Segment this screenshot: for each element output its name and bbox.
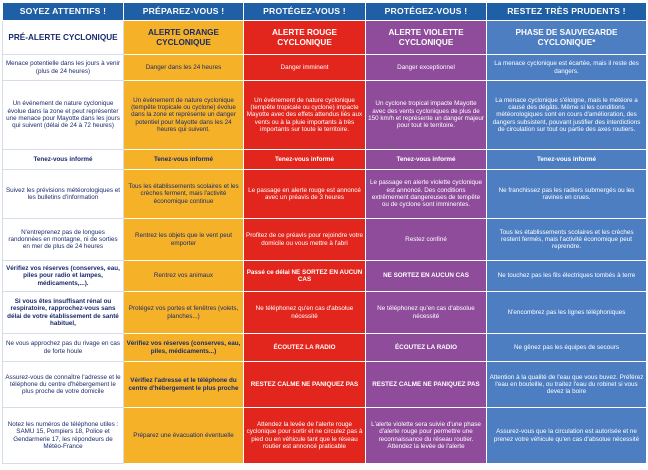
table-cell: Tenez-vous informé — [3, 150, 124, 170]
table-cell: Si vous êtes insuffisant rénal ou respiratoire, rapprochez-vous sans délai de votre établissement de santé habituel, — [3, 292, 124, 334]
header-soyez-attentifs: SOYEZ ATTENTIFS ! — [3, 3, 124, 21]
table-cell: Ne vous approchez pas du rivage en cas de forte houle — [3, 334, 124, 362]
table-cell: Vérifiez vos réserves (conserves, eau, piles pour radio et lampes, médicaments,...). — [3, 261, 124, 292]
table-cell: RESTEZ CALME NE PANIQUEZ PAS — [244, 362, 366, 408]
table-cell: RESTEZ CALME NE PANIQUEZ PAS — [366, 362, 487, 408]
level-alerte-violette: ALERTE VIOLETTE CYCLONIQUE — [366, 21, 487, 55]
table-cell: Notez les numéros de téléphone utiles : SAMU 15, Pompiers 18, Police et Gendarmerie 17, les répondeurs de Météo-France — [3, 408, 124, 464]
table-cell: Préparez une évacuation éventuelle — [124, 408, 244, 464]
cyclone-alert-table-page — [2, 2, 646, 468]
table-cell: ÉCOUTEZ LA RADIO — [244, 334, 366, 362]
table-cell: Tous les établissements scolaires et les crèches restent fermés, mais l'activité économique peut reprendre. — [487, 219, 647, 261]
table-cell: Tous les établissements scolaires et les crèches ferment, mais l'activité économique continue — [124, 170, 244, 219]
level-pre-alerte: PRÉ-ALERTE CYCLONIQUE — [3, 21, 124, 55]
table-cell: NE SORTEZ EN AUCUN CAS — [366, 261, 487, 292]
table-cell: Menace potentielle dans les jours à venir (plus de 24 heures) — [3, 55, 124, 81]
table-cell: Vérifiez l'adresse et le téléphone du centre d'hébergement le plus proche — [124, 362, 244, 408]
table-cell: Ne touchez pas les fils électriques tombés à terre — [487, 261, 647, 292]
table-cell: La menace cyclonique est écartée, mais il reste des dangers. — [487, 55, 647, 81]
table-cell: Restez confiné — [366, 219, 487, 261]
table-cell: N'encombrez pas les lignes téléphoniques — [487, 292, 647, 334]
level-title-row — [3, 21, 647, 55]
table-cell: Un événement de nature cyclonique (tempête tropicale ou cyclone) évolue dans la zone et représente un danger potentiel pour Mayotte dans les 24 heures qui suivent. — [124, 81, 244, 150]
table-cell: Tenez-vous informé — [124, 150, 244, 170]
table-cell: Tenez-vous informé — [366, 150, 487, 170]
table-cell: Le passage en alerte rouge est annoncé avec un préavis de 3 heures — [244, 170, 366, 219]
table-cell: Ne téléphonez qu'en cas d'absolue nécessité — [366, 292, 487, 334]
table-cell: Assurez-vous de connaître l'adresse et le téléphone du centre d'hébergement le plus proche de votre domicile — [3, 362, 124, 408]
table-row-rivage — [3, 334, 647, 362]
table-cell: Un cyclone tropical impacte Mayotte avec des vents cycloniques de plus de 150 km/h et représente un danger majeur pour tout le territoire. — [366, 81, 487, 150]
table-row-reserves — [3, 261, 647, 292]
table-row-description — [3, 81, 647, 150]
level-phase-sauvegarde: PHASE DE SAUVEGARDE CYCLONIQUE* — [487, 21, 647, 55]
table-cell: Suivez les prévisions météorologiques et les bulletins d'information — [3, 170, 124, 219]
table-row-randonnees — [3, 219, 647, 261]
table-cell: Assurez-vous que la circulation est autorisée et ne prenez votre véhicule qu'en cas d'absolue nécessité — [487, 408, 647, 464]
table-cell: Le passage en alerte violette cyclonique est annoncé. Des conditions extrêmement dangereuses de tempête ou de cyclone sont imminentes. — [366, 170, 487, 219]
table-cell: Danger exceptionnel — [366, 55, 487, 81]
table-cell: Profitez de ce préavis pour rejoindre votre domicile ou vous mettre à l'abri — [244, 219, 366, 261]
table-row-adresse — [3, 362, 647, 408]
table-row-insuffisant — [3, 292, 647, 334]
table-cell: Danger imminent — [244, 55, 366, 81]
table-cell: N'entreprenez pas de longues randonnées en montagne, ni de sorties en mer de plus de 24 heures — [3, 219, 124, 261]
table-cell: Tenez-vous informé — [244, 150, 366, 170]
table-cell: Un événement de nature cyclonique évolue dans la zone et peut représenter une menace pour Mayotte dans les jours qui suivent (délai de 24 à 72 heures) — [3, 81, 124, 150]
table-row-numeros — [3, 408, 647, 464]
table-cell: Tenez-vous informé — [487, 150, 647, 170]
table-row-danger — [3, 55, 647, 81]
table-cell: Ne téléphonez qu'en cas d'absolue nécessité — [244, 292, 366, 334]
table-cell: Un événement de nature cyclonique (tempête tropicale ou cyclone) impacte Mayotte avec des effets attendus liés aux vents ou à la pluie importants à très importants sur toute le territoire. — [244, 81, 366, 150]
table-cell: Ne gênez pas les équipes de secours — [487, 334, 647, 362]
table-cell: Attendez la levée de l'alerte rouge cyclonique pour sortir et ne circulez pas à pied ou en véhicule tant que le réseau routier est annoncé praticable — [244, 408, 366, 464]
level-alerte-orange: ALERTE ORANGE CYCLONIQUE — [124, 21, 244, 55]
header-row — [3, 3, 647, 21]
table-cell: Protégez vos portes et fenêtres (volets, planches...) — [124, 292, 244, 334]
table-cell: Vérifiez vos réserves (conserves, eau, piles, médicaments...) — [124, 334, 244, 362]
table-row-informe — [3, 150, 647, 170]
table-cell: ÉCOUTEZ LA RADIO — [366, 334, 487, 362]
table-cell: Passé ce délai NE SORTEZ EN AUCUN CAS — [244, 261, 366, 292]
table-cell: Rentrez vos animaux — [124, 261, 244, 292]
table-cell: La menace cyclonique s'éloigne, mais le météore a causé des dégâts. Même si les conditions météorologiques sont en cours d'amélioration, des dangers subsistent, pouvant justifier des interdictions de circulation sur tout ou partie des axes routiers. — [487, 81, 647, 150]
header-protegez-vous-violette: PROTÉGEZ-VOUS ! — [366, 3, 487, 21]
header-restez-prudents: RESTEZ TRÈS PRUDENTS ! — [487, 3, 647, 21]
cyclone-alert-table — [2, 2, 647, 464]
header-preparez-vous: PRÉPAREZ-VOUS ! — [124, 3, 244, 21]
table-cell: Rentrez les objets que le vent peut emporter — [124, 219, 244, 261]
table-cell: Ne franchissez pas les radiers submergés ou les ravines en crues. — [487, 170, 647, 219]
level-alerte-rouge: ALERTE ROUGE CYCLONIQUE — [244, 21, 366, 55]
table-cell: Danger dans les 24 heures — [124, 55, 244, 81]
table-row-suivez — [3, 170, 647, 219]
table-cell: Attention à la qualité de l'eau que vous buvez. Préférez l'eau en bouteille, ou traitez l'eau du robinet si vous devez la boire — [487, 362, 647, 408]
header-protegez-vous-rouge: PROTÉGEZ-VOUS ! — [244, 3, 366, 21]
table-cell: L'alerte violette sera suivie d'une phase d'alerte rouge pour permettre une reconnaissance du réseau routier. Attendez la levée de l'alerte — [366, 408, 487, 464]
